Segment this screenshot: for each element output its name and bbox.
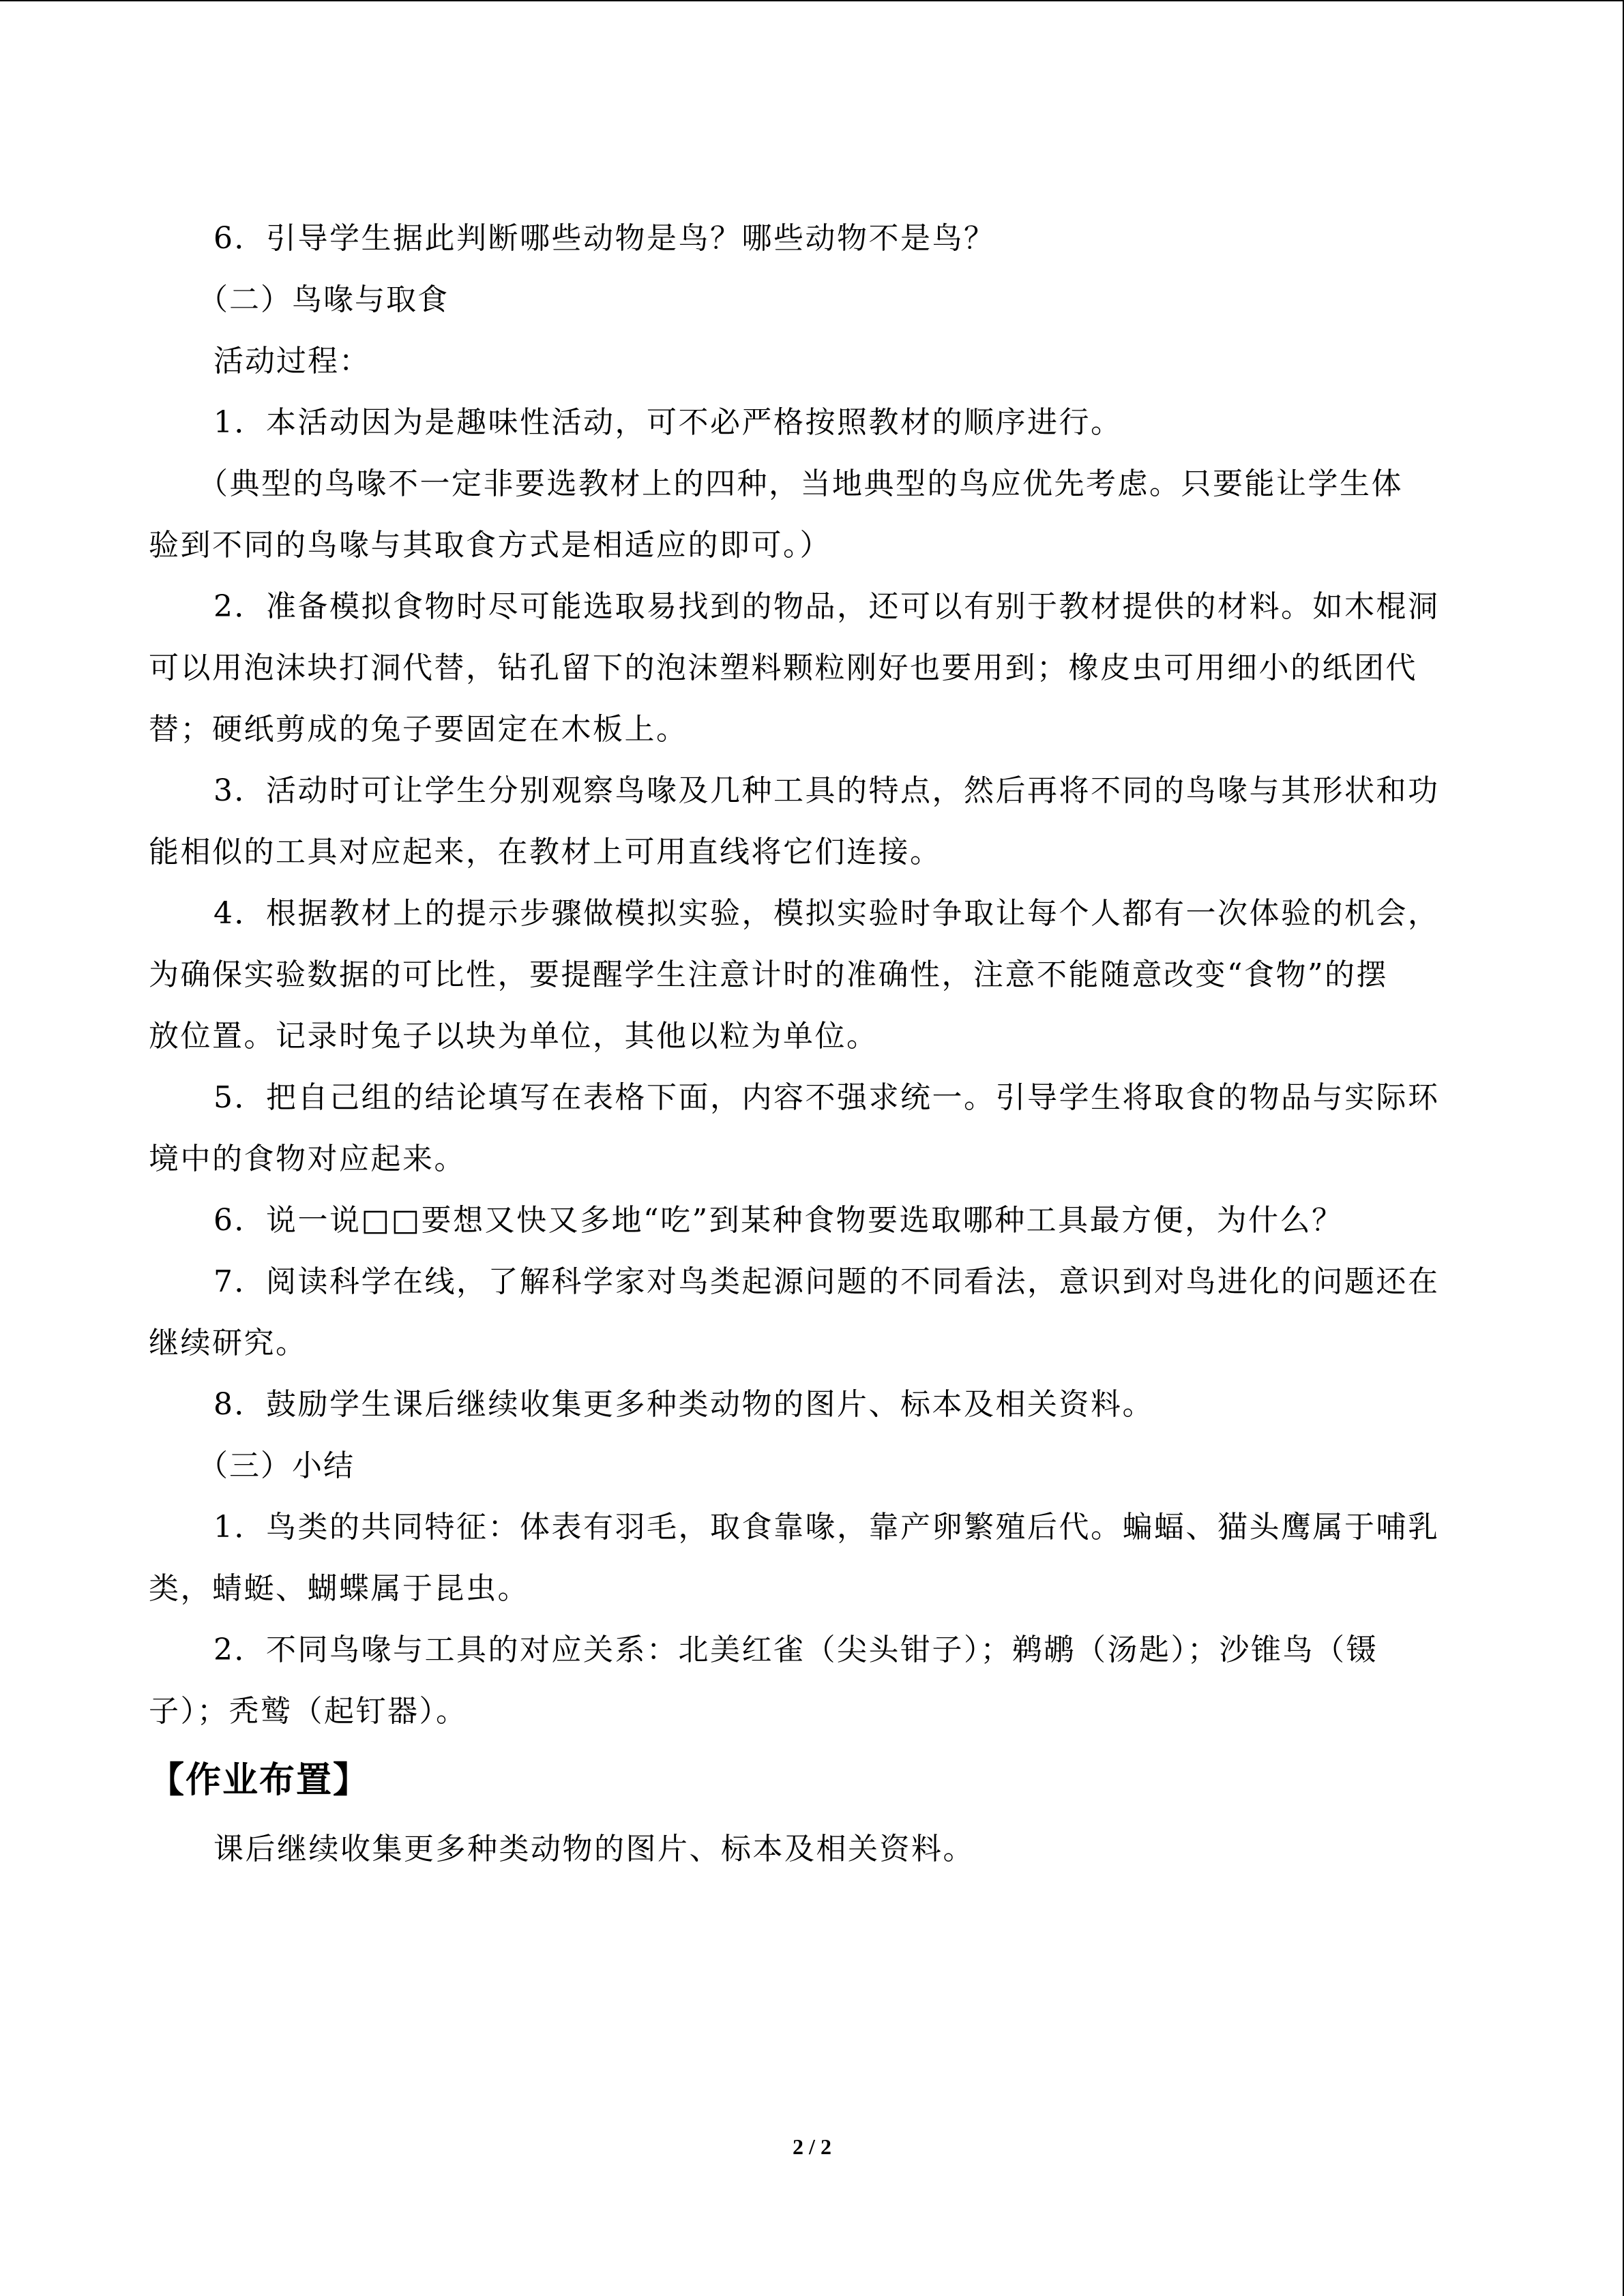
paragraph-line: 验到不同的鸟喙与其取食方式是相适应的即可。） [149, 528, 831, 563]
section-heading: （三）小结 [198, 1448, 355, 1483]
paragraph-line: 6．说一说□□要想又快又多地“吃”到某种食物要选取哪种工具最方便，为什么？ [213, 1203, 1344, 1238]
page-number: 2 / 2 [793, 2134, 831, 2159]
document-body [149, 208, 1475, 1880]
paragraph-line: 4．根据教材上的提示步骤做模拟实验，模拟实验时争取让每个人都有一次体验的机会， [213, 896, 1440, 931]
paragraph-line: 可以用泡沫块打洞代替，钻孔留下的泡沫塑料颗粒刚好也要用到；橡皮虫可用细小的纸团代 [149, 651, 1417, 685]
section-heading: （二）鸟喙与取食 [198, 282, 449, 317]
paragraph-line: （典型的鸟喙不一定非要选教材上的四种，当地典型的鸟应优先考虑。只要能让学生体 [198, 466, 1403, 501]
paragraph-line: 能相似的工具对应起来，在教材上可用直线将它们连接。 [149, 835, 942, 869]
paragraph-line: 3．活动时可让学生分别观察鸟喙及几种工具的特点，然后再将不同的鸟喙与其形状和功 [213, 773, 1440, 808]
paragraph-line: 替；硬纸剪成的兔子要固定在木板上。 [149, 712, 688, 747]
paragraph-line: 放位置。记录时兔子以块为单位，其他以粒为单位。 [149, 1019, 879, 1054]
paragraph-line: 类，蜻蜓、蝴蝶属于昆虫。 [149, 1571, 529, 1606]
paragraph-line: 子）；秃鹫（起钉器）。 [149, 1694, 468, 1729]
homework-heading: 【作业布置】 [149, 1760, 370, 1801]
paragraph-line: 6．引导学生据此判断哪些动物是鸟？哪些动物不是鸟？ [213, 221, 996, 256]
paragraph-line: 5．把自己组的结论填写在表格下面，内容不强求统一。引导学生将取食的物品与实际环 [213, 1080, 1440, 1115]
homework-text: 课后继续收集更多种类动物的图片、标本及相关资料。 [213, 1832, 975, 1866]
paragraph-line: 1．鸟类的共同特征：体表有羽毛，取食靠喙，靠产卵繁殖后代。蝙蝠、猫头鹰属于哺乳 [213, 1510, 1440, 1545]
paragraph-line: 为确保实验数据的可比性，要提醒学生注意计时的准确性，注意不能随意改变“食物”的摆 [149, 957, 1388, 992]
paragraph-line: 继续研究。 [149, 1326, 308, 1360]
paragraph-line: 1．本活动因为是趣味性活动，可不必严格按照教材的顺序进行。 [213, 405, 1123, 440]
paragraph-line: 2．不同鸟喙与工具的对应关系：北美红雀（尖头钳子）；鹈鹕（汤匙）；沙锥鸟（镊 [213, 1632, 1378, 1667]
paragraph-line: 活动过程： [213, 344, 370, 378]
paragraph-line: 7．阅读科学在线，了解科学家对鸟类起源问题的不同看法，意识到对鸟进化的问题还在 [213, 1264, 1440, 1299]
paragraph-line: 境中的食物对应起来。 [149, 1142, 466, 1176]
paragraph-line: 8．鼓励学生课后继续收集更多种类动物的图片、标本及相关资料。 [213, 1387, 1154, 1422]
paragraph-line: 2．准备模拟食物时尽可能选取易找到的物品，还可以有别于教材提供的材料。如木棍洞 [213, 589, 1440, 624]
